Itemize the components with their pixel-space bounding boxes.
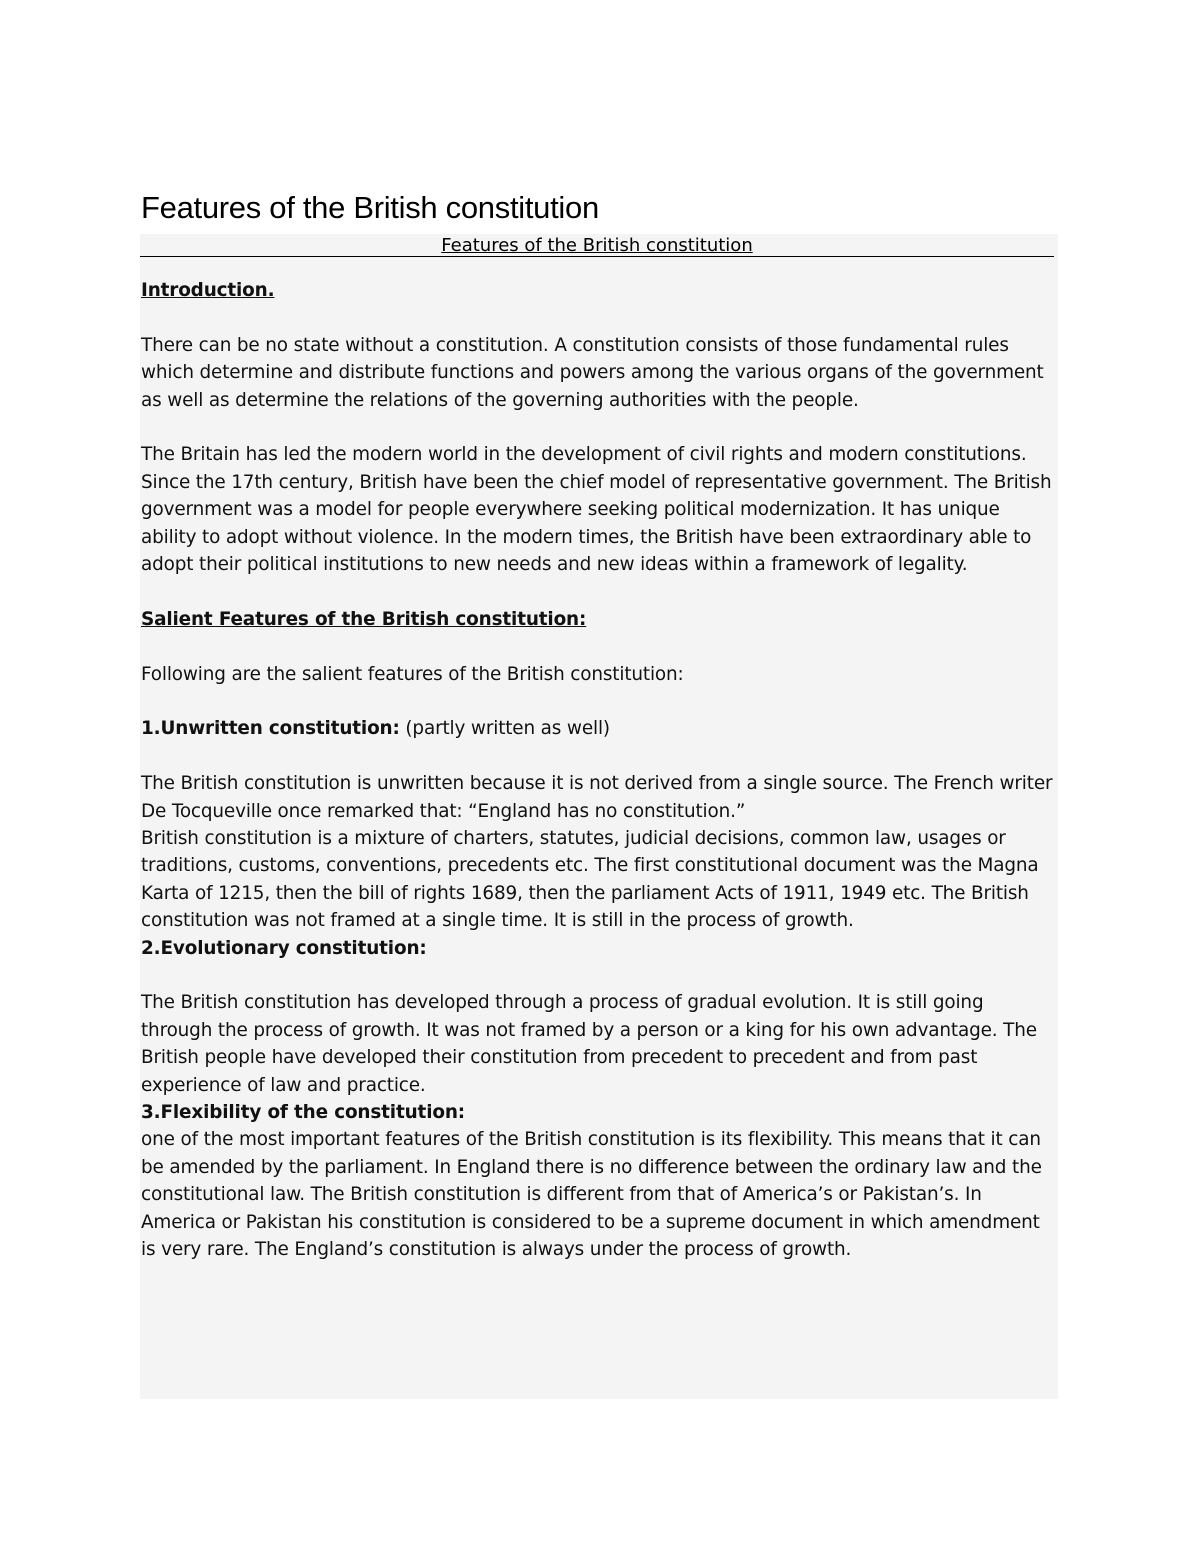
- feature-2-heading: 2.Evolutionary constitution:: [141, 937, 427, 959]
- feature-3-paragraph-1: one of the most important features of the British constitution is its flexibility. This means that it can be amended by the parliament. In England there is no difference between the ordinary law and the constitutional law. The British constitution is different from that of America’s or Pakistan’s. In America or Pakistan his constitution is considered to be a supreme document in which amendment is very rare. The England’s constitution is always under the process of growth.: [141, 1129, 1042, 1261]
- feature-3-heading: 3.Flexibility of the constitution:: [141, 1102, 465, 1124]
- document-body: [141, 277, 1059, 1264]
- intro-paragraph-2: The Britain has led the modern world in the development of civil rights and modern constitutions. Since the 17th century, British have been the chief model of representative government. The British government was a model for people everywhere seeking political modernization. It has unique ability to adopt without violence. In the modern times, the British have been extraordinary able to adopt their political institutions to new needs and new ideas within a framework of legality.: [141, 444, 1052, 576]
- introduction-heading: Introduction.: [141, 280, 275, 301]
- feature-2-paragraph-1: The British constitution has developed through a process of gradual evolution. It is still going through the process of growth. It was not framed by a person or a king for his own advantage. The British people have developed their constitution from precedent to precedent and from past experience of law and practice.: [141, 992, 1037, 1096]
- feature-1-heading: 1.Unwritten constitution:: [141, 718, 400, 740]
- salient-intro: Following are the salient features of the British constitution:: [141, 663, 684, 685]
- salient-features-heading: Salient Features of the British constitution:: [141, 608, 587, 630]
- intro-paragraph-1: There can be no state without a constitution. A constitution consists of those fundamental rules which determine and distribute functions and powers among the various organs of the government as well as determine the relations of the governing authorities with the people.: [141, 334, 1044, 411]
- document-panel: [140, 234, 1058, 1399]
- page-title: Features of the British constitution: [141, 190, 599, 225]
- feature-1-paragraph-2: British constitution is a mixture of charters, statutes, judicial decisions, common law, usages or traditions, customs, conventions, precedents etc. The first constitutional document was the Magna Karta of 1215, then the bill of rights 1689, then the parliament Acts of 1911, 1949 etc. The British constitution was not framed at a single time. It is still in the process of growth.: [141, 828, 1039, 932]
- feature-1-note: (partly written as well): [399, 718, 610, 740]
- panel-heading: Features of the British constitution: [140, 234, 1054, 257]
- feature-1-paragraph-1: The British constitution is unwritten because it is not derived from a single source. The French writer De Tocqueville once remarked that: “England has no constitution.”: [141, 773, 1053, 822]
- feature-1-heading-line: [141, 715, 1059, 742]
